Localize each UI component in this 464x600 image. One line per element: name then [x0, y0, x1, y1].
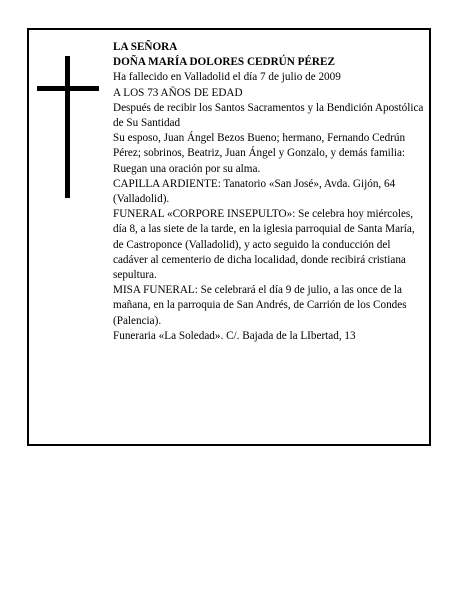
cross-horizontal-bar [37, 86, 99, 91]
latin-cross-icon [37, 56, 99, 198]
funeral-paragraph: FUNERAL «CORPORE INSEPULTO»: Se celebra hoy miércoles, día 8, a las siete de la tarde, en la iglesia parroquial de Santa María, de Castroponce (Valladolid), y acto seguido la conducción del cadáver al cementerio de dicha localidad, donde recibirá cristiana sepultura. [113, 208, 415, 282]
death-date-line: Ha fallecido en Valladolid el día 7 de julio de 2009 [113, 71, 341, 84]
chapel-paragraph: CAPILLA ARDIENTE: Tanatorio «San José», Avda. Gijón, 64 (Valladolid). [113, 177, 396, 206]
family-paragraph: Su esposo, Juan Ángel Bezos Bueno; hermano, Fernando Cedrún Pérez; sobrinos, Beatriz, Juan Ángel y Gonzalo, y demás familia: [113, 132, 406, 160]
sacraments-paragraph: Después de recibir los Santos Sacramentos y la Bendición Apostólica de Su Santidad [113, 101, 424, 130]
obituary-text [113, 40, 425, 344]
cross-vertical-bar [65, 56, 70, 198]
age-line: A LOS 73 AÑOS DE EDAD [113, 86, 243, 99]
funeral-home-line: Funeraria «La Soledad». C/. Bajada de la LIbertad, 13 [113, 329, 356, 342]
mass-paragraph: MISA FUNERAL: Se celebrará el día 9 de julio, a las once de la mañana, en la parroquia de San Andrés, de Carrión de los Condes (Palencia). [113, 284, 407, 327]
prayer-line: Ruegan una oración por su alma. [113, 162, 261, 175]
deceased-name: DOÑA MARÍA DOLORES CEDRÚN PÉREZ [113, 56, 335, 69]
title-line: LA SEÑORA [113, 41, 178, 53]
